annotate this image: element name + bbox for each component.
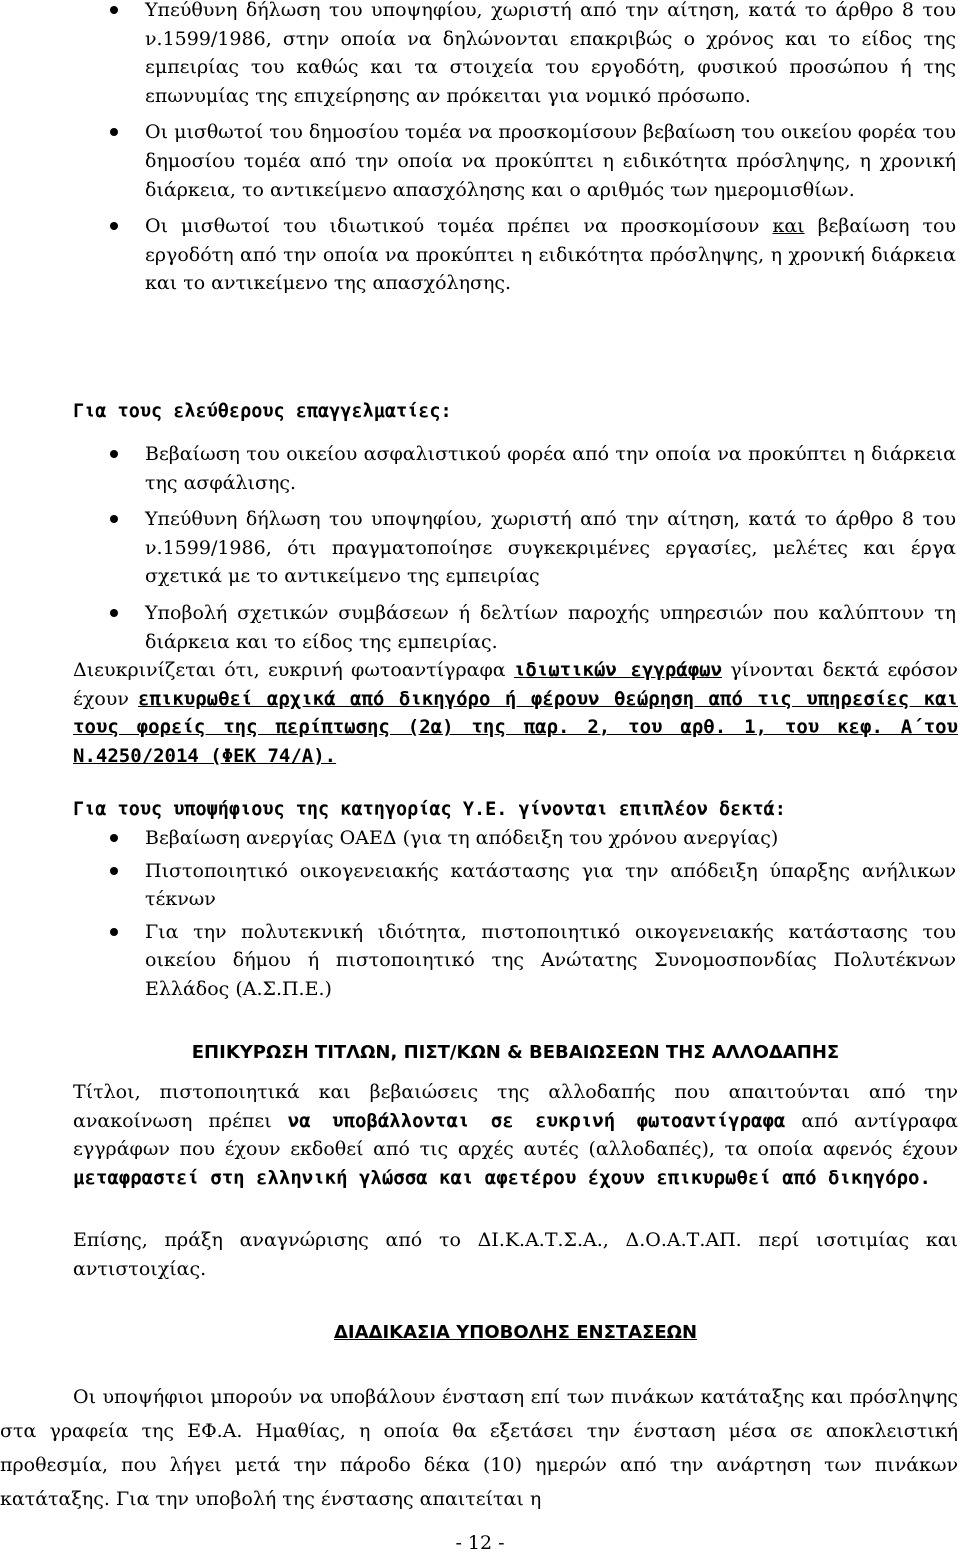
list-item bbox=[0, 118, 960, 204]
foreign-text: Τίτλοι, πιστοποιητικά και βεβαιώσεις της αλλοδαπής που απαιτούνται από την ανακοίνωση πρέπει bbox=[73, 1081, 958, 1132]
underlined-word: και bbox=[772, 215, 805, 238]
bullet-icon bbox=[110, 128, 118, 136]
ye-block bbox=[0, 824, 960, 1004]
bullet-text: Υποβολή σχετικών συμβάσεων ή δελτίων παροχής υπηρεσιών που καλύπτουν τη διάρκεια και το είδος της εμπειρίας. bbox=[145, 601, 956, 653]
ye-heading: Για τους υποψήφιους της κατηγορίας Υ.Ε. γίνονται επιπλέον δεκτά: bbox=[73, 799, 786, 820]
recognition-paragraph: Επίσης, πράξη αναγνώρισης από το ΔΙ.Κ.Α.Τ.Σ.Α., Δ.Ο.Α.Τ.ΑΠ. περί ισοτιμίας και αντιστοιχίας. bbox=[73, 1229, 958, 1280]
bullet-text: Για την πολυτεκνική ιδιότητα, πιστοποιητικό οικογενειακής κατάστασης του οικείου δήμου ή πιστοποιητικό της Ανώτατης Συνομοσπονδίας Πολυτέκνων Ελλάδος (Α.Σ.Π.Ε.) bbox=[145, 920, 956, 1000]
bullet-icon bbox=[110, 6, 118, 14]
bullet-icon bbox=[110, 609, 118, 617]
bullet-list-top bbox=[0, 0, 960, 298]
foreign-text: από αντίγραφα εγγράφων που έχουν εκδοθεί από τις αρχές αυτές (αλλοδαπές), τα οποία αφενός έχουν bbox=[73, 1109, 959, 1161]
objection-text: Οι υποψήφιοι μπορούν να υποβάλουν ένσταση επί των πινάκων κατάταξης και πρόσληψης στα γραφεία της ΕΦ.Α. Ημαθίας, η οποία θα εξετάσει την ένσταση μέσα σε αποκλειστική προθεσμία, που λήγει μετά την πάροδο δέκα (10) ημερών από την ανάρτηση των πινάκων κατάταξης. Για την υποβολή της ένστασης απαιτείται η bbox=[0, 1386, 958, 1510]
bullet-icon bbox=[110, 928, 118, 936]
top-bullet-block bbox=[0, 0, 960, 298]
list-item bbox=[0, 599, 960, 656]
bullet-list-ye bbox=[0, 824, 960, 1004]
freelancers-block bbox=[0, 440, 960, 656]
foreign-emphasis: μεταφραστεί στη ελληνική γλώσσα και αφετέρου έχουν επικυρωθεί από δικηγόρο. bbox=[73, 1166, 931, 1189]
bullet-icon bbox=[110, 222, 118, 230]
bullet-list-freelancers bbox=[0, 440, 960, 656]
foreign-section-title: ΕΠΙΚΥΡΩΣΗ ΤΙΤΛΩΝ, ΠΙΣΤ/ΚΩΝ & ΒΕΒΑΙΩΣΕΩΝ ΤΗΣ ΑΛΛΟΔΑΠΗΣ bbox=[191, 1042, 840, 1063]
bullet-text: Οι μισθωτοί του ιδιωτικού τομέα πρέπει να προσκομίσουν bbox=[145, 215, 773, 238]
clarification-text: Διευκρινίζεται ότι, ευκρινή φωτοαντίγραφα bbox=[73, 659, 514, 681]
foreign-emphasis: να υποβάλλονται σε ευκρινή φωτοαντίγραφα bbox=[287, 1109, 786, 1132]
bullet-text: Υπεύθυνη δήλωση του υποψηφίου, χωριστή από την αίτηση, κατά το άρθρο 8 του ν.1599/1986, στην οποία να δηλώνονται επακριβώς ο χρόνος και το είδος της εμπειρίας του καθώς και τα στοιχεία του εργοδότη, φυσικού προσώπου ή της επωνυμίας της επιχείρησης αν πρόκειται για νομικό πρόσωπο. bbox=[145, 0, 956, 107]
clarification-emphasis: ιδιωτικών εγγράφων bbox=[513, 659, 723, 681]
list-item bbox=[0, 505, 960, 591]
objection-paragraph bbox=[0, 1380, 958, 1516]
bullet-text: Βεβαίωση του οικείου ασφαλιστικού φορέα από την οποία να προκύπτει η διάρκεια της ασφάλισης. bbox=[145, 443, 956, 494]
bullet-icon bbox=[110, 867, 118, 875]
bullet-text: Βεβαίωση ανεργίας ΟΑΕΔ (για τη απόδειξη του χρόνου ανεργίας) bbox=[145, 827, 779, 849]
page-number: - 12 - bbox=[455, 1532, 505, 1554]
freelancers-heading: Για τους ελεύθερους επαγγελματίες: bbox=[73, 401, 452, 422]
bullet-icon bbox=[110, 450, 118, 458]
clarification-emphasis: επικυρωθεί αρχικά από δικηγόρο ή φέρουν θεώρηση από τις υπηρεσίες και τους φορείς της περίπτωσης (2α) της παρ. 2, του αρθ. 1, του κεφ. Α΄του Ν.4250/2014 (ΦΕΚ 74/Α). bbox=[73, 687, 959, 767]
bullet-icon bbox=[110, 834, 118, 842]
clarification-paragraph bbox=[73, 656, 958, 770]
list-item bbox=[0, 212, 960, 298]
clarification-text: γίνονται δεκτά εφόσον έχουν bbox=[73, 659, 958, 710]
bullet-icon bbox=[110, 515, 118, 523]
list-item bbox=[0, 0, 960, 110]
list-item bbox=[0, 857, 960, 914]
foreign-paragraph bbox=[73, 1078, 958, 1192]
bullet-text: Οι μισθωτοί του δημοσίου τομέα να προσκομίσουν βεβαίωση του οικείου φορέα του δημοσίου τομέα από την οποία να προκύπτει η ειδικότητα πρόσληψης, η χρονική διάρκεια, το αντικείμενο απασχόλησης και ο αριθμός των ημερομισθίων. bbox=[145, 121, 956, 201]
list-item bbox=[0, 440, 960, 497]
bullet-text: Υπεύθυνη δήλωση του υποψηφίου, χωριστή από την αίτηση, κατά το άρθρο 8 του ν.1599/1986, ότι πραγματοποίησε συγκεκριμένες εργασίες, μελέτες και έργα σχετικά με το αντικείμενο της εμπειρίας bbox=[145, 508, 956, 588]
bullet-text: βεβαίωση του εργοδότη από την οποία να προκύπτει η ειδικότητα πρόσληψης, η χρονική διάρκεια και το αντικείμενο της απασχόλησης. bbox=[145, 215, 956, 295]
list-item bbox=[0, 918, 960, 1004]
list-item bbox=[0, 824, 960, 853]
objection-section-title: ΔΙΑΔΙΚΑΣΙΑ ΥΠΟΒΟΛΗΣ ΕΝΣΤΑΣΕΩΝ bbox=[333, 1322, 698, 1343]
bullet-text: Πιστοποιητικό οικογενειακής κατάστασης για την απόδειξη ύπαρξης ανήλικων τέκνων bbox=[145, 859, 956, 911]
